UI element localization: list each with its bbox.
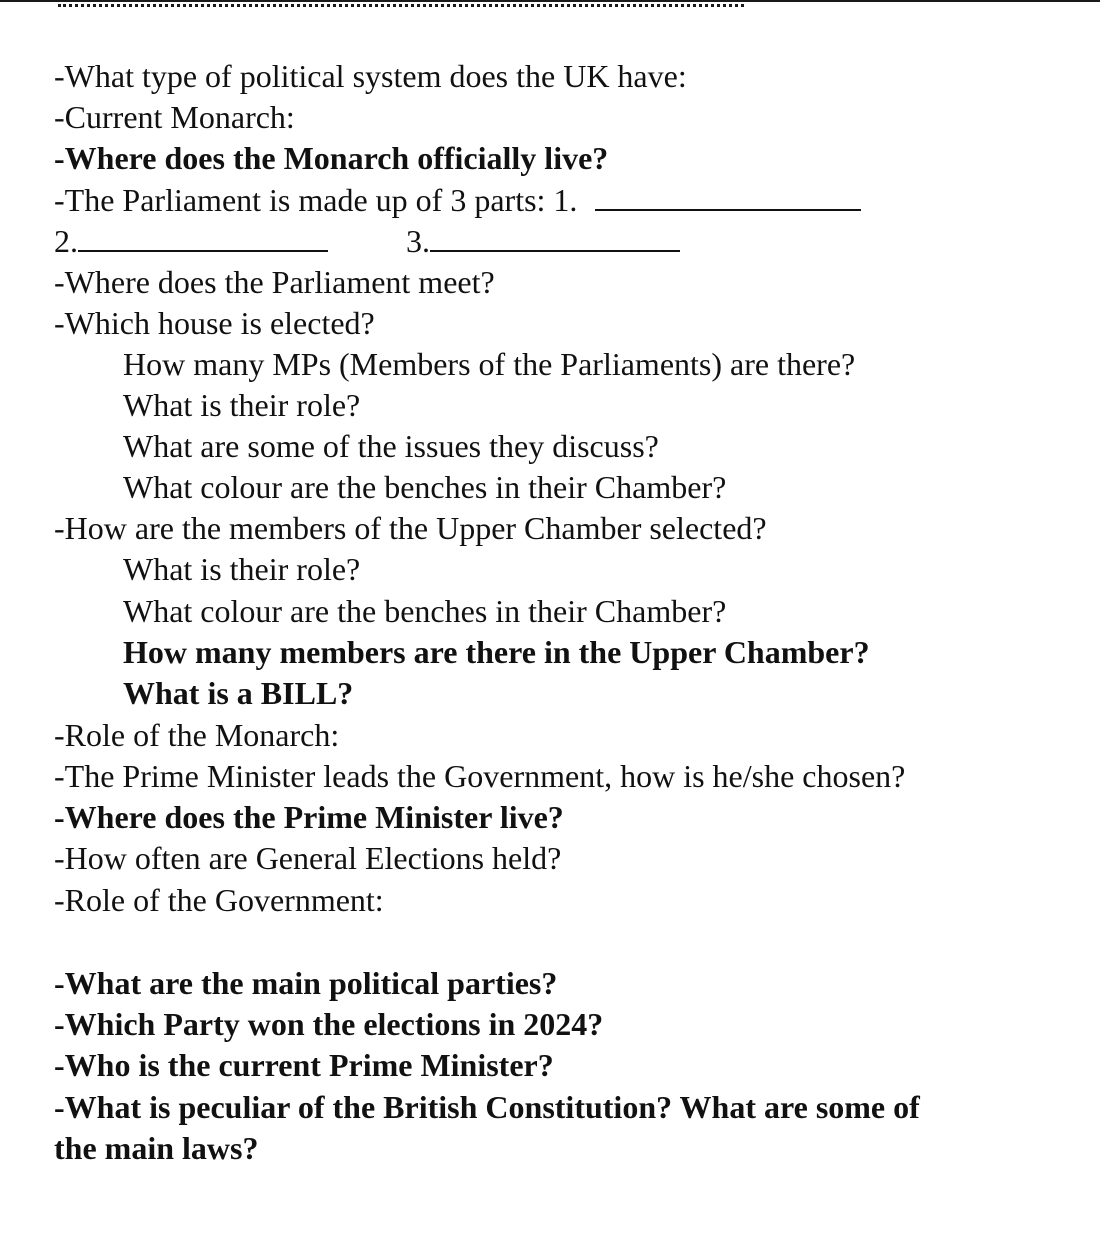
question-current-monarch: -Current Monarch:: [54, 99, 295, 135]
answer-blank-part-3[interactable]: [430, 220, 680, 252]
question-pm-chosen: -The Prime Minister leads the Government, how is he/she chosen?: [54, 758, 906, 794]
answer-blank-part-1[interactable]: [595, 179, 861, 211]
question-upper-selected: -How are the members of the Upper Chamber selected?: [54, 510, 767, 546]
top-dotted-line: [58, 1, 744, 7]
question-commons-issues: What are some of the issues they discuss?: [123, 428, 659, 464]
question-upper-role: What is their role?: [123, 551, 361, 587]
parliament-parts-text: -The Parliament is made up of 3 parts: 1.: [54, 182, 578, 218]
part-3-label: 3.: [406, 223, 430, 259]
question-pm-residence: -Where does the Prime Minister live?: [54, 799, 564, 835]
question-current-pm: -Who is the current Prime Minister?: [54, 1047, 554, 1083]
question-constitution: -What is peculiar of the British Constitution? What are some of: [54, 1089, 920, 1125]
question-main-parties: -What are the main political parties?: [54, 965, 558, 1001]
question-political-system: -What type of political system does the UK have:: [54, 58, 687, 94]
question-monarch-residence: -Where does the Monarch officially live?: [54, 140, 609, 176]
question-monarch-role: -Role of the Monarch:: [54, 717, 340, 753]
question-parliament-parts: [54, 179, 861, 220]
question-mps-count: How many MPs (Members of the Parliaments) are there?: [123, 346, 856, 382]
question-upper-benches: What colour are the benches in their Chamber?: [123, 593, 727, 629]
question-party-won-2024: -Which Party won the elections in 2024?: [54, 1006, 604, 1042]
question-constitution-continued: the main laws?: [54, 1130, 259, 1166]
question-government-role: -Role of the Government:: [54, 882, 384, 918]
question-commons-role: What is their role?: [123, 387, 361, 423]
part-2-label: 2.: [54, 223, 78, 259]
question-parliament-meet: -Where does the Parliament meet?: [54, 264, 495, 300]
question-elections-frequency: -How often are General Elections held?: [54, 840, 562, 876]
question-commons-benches: What colour are the benches in their Chamber?: [123, 469, 727, 505]
parliament-parts-row-2: [54, 220, 694, 261]
question-bill: What is a BILL?: [123, 675, 354, 711]
question-elected-house: -Which house is elected?: [54, 305, 375, 341]
question-upper-count: How many members are there in the Upper Chamber?: [123, 634, 870, 670]
answer-blank-part-2[interactable]: [78, 220, 328, 252]
